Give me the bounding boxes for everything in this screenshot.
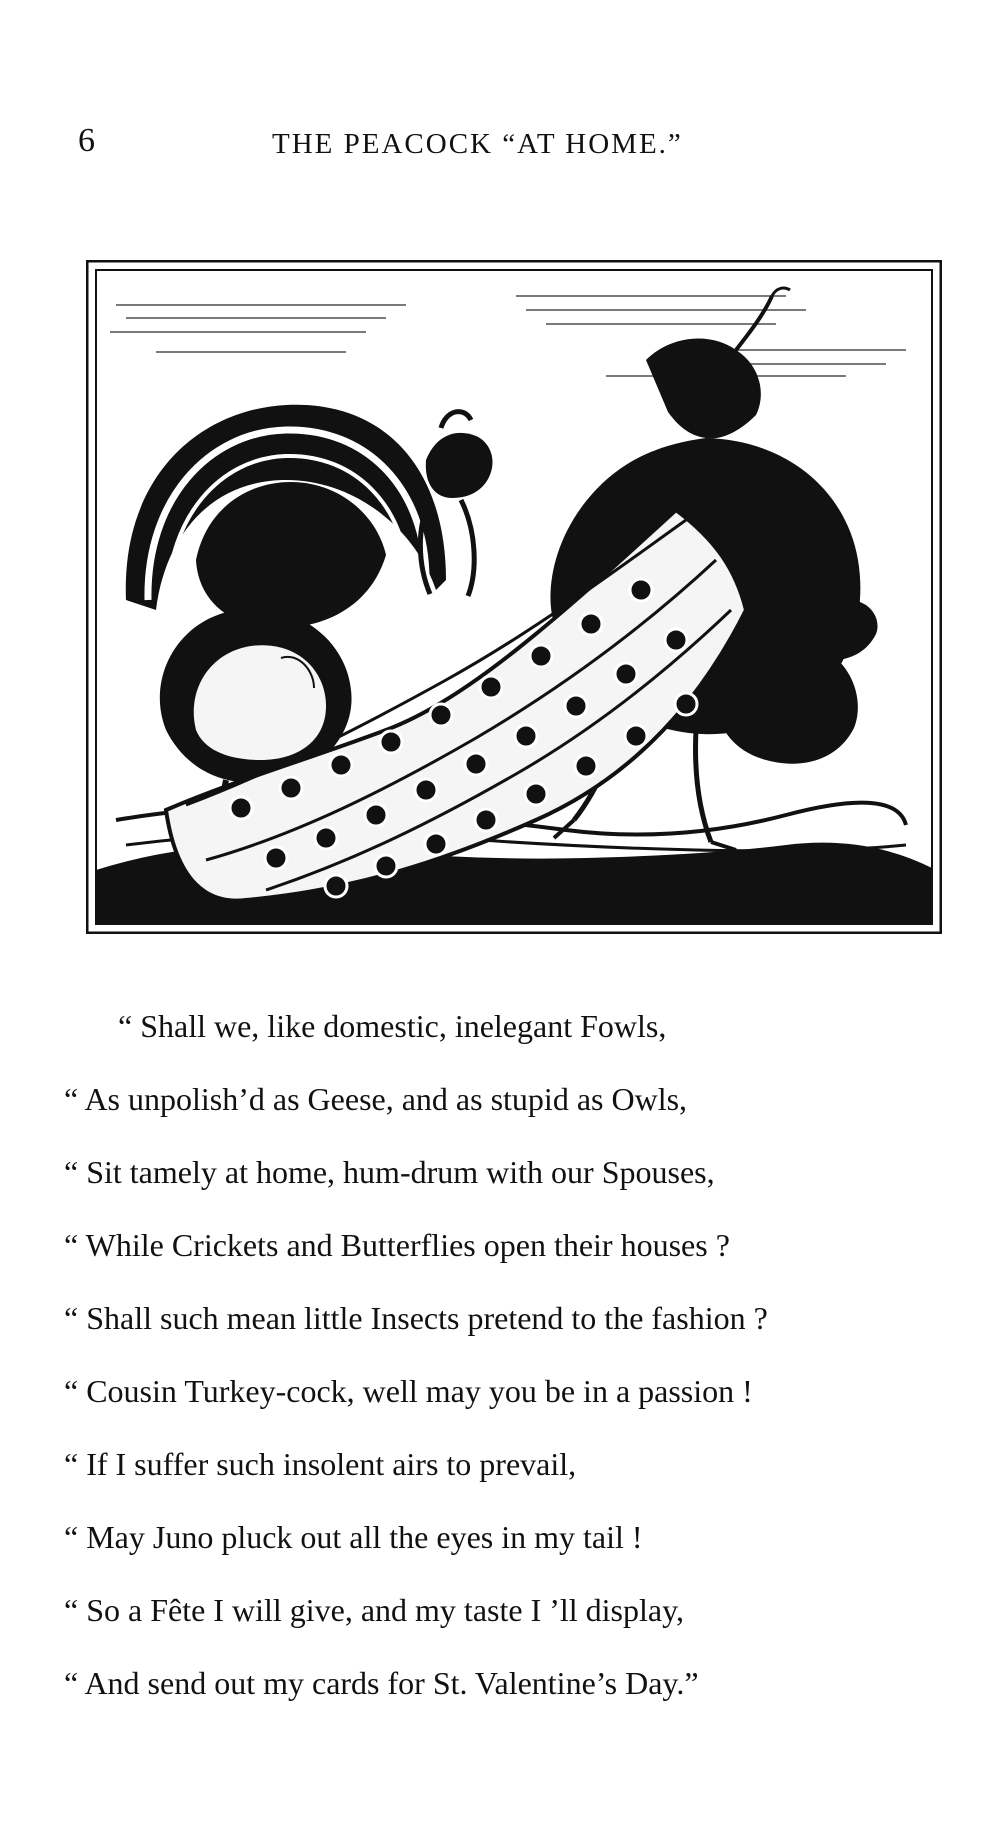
poem-line-2: “ As unpolish’d as Geese, and as stupid as Owls,: [64, 1081, 688, 1117]
woodcut-illustration: [86, 260, 942, 934]
page-number: 6: [78, 122, 95, 159]
woodcut-svg: [86, 260, 942, 934]
running-head: THE PEACOCK “AT HOME.”: [272, 128, 683, 160]
poem-line-9: “ So a Fête I will give, and my taste I ’ll display,: [64, 1592, 685, 1628]
poem-line-7: “ If I suffer such insolent airs to prevail,: [64, 1446, 577, 1482]
poem-line-6: “ Cousin Turkey-cock, well may you be in a passion !: [64, 1373, 753, 1409]
sky-hatching: [110, 296, 906, 376]
poem-line-8: “ May Juno pluck out all the eyes in my tail !: [64, 1519, 643, 1555]
poem-line-10: “ And send out my cards for St. Valentine’s Day.”: [64, 1665, 699, 1701]
poem-line-5: “ Shall such mean little Insects pretend to the fashion ?: [64, 1300, 768, 1336]
poem-line-3: “ Sit tamely at home, hum-drum with our Spouses,: [64, 1154, 715, 1190]
poem-line-1: “ Shall we, like domestic, inelegant Fowls,: [118, 1008, 667, 1044]
poem-line-4: “ While Crickets and Butterflies open their houses ?: [64, 1227, 730, 1263]
